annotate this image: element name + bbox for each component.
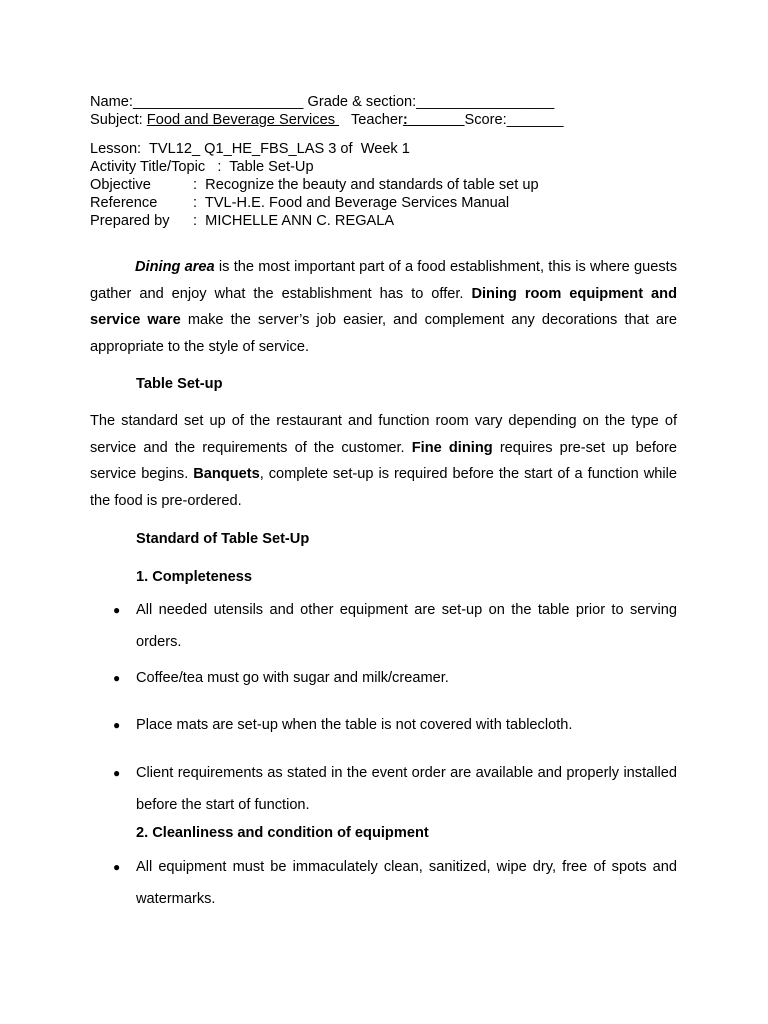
bullet-icon: ● — [113, 718, 121, 732]
section-completeness: 1. Completeness — [136, 569, 252, 585]
list-item: Client requirements as stated in the event order are available and properly installed before the start of function. — [136, 765, 677, 813]
reference-label: Reference — [90, 195, 158, 211]
table-setup-paragraph: The standard set up of the restaurant and function room vary depending on the type of service and the requirements of the customer. Fine dining requires pre-set up before service begins. Banquets, complete set-up is required before the start of a function while the food is pre-ordered. — [90, 413, 677, 509]
name-blank: _____________________ — [132, 94, 304, 110]
activity-line: Activity Title/Topic : Table Set-Up — [90, 159, 314, 175]
name-line — [90, 93, 554, 111]
prepared-line — [90, 212, 394, 230]
objective-label: Objective — [90, 177, 151, 193]
objective-line — [90, 176, 539, 194]
reference-line — [90, 194, 509, 212]
teacher-label: Teacher — [339, 112, 403, 128]
teacher-blank — [408, 112, 465, 128]
prepared-label: Prepared by — [90, 213, 170, 229]
grade-label: Grade & section: — [303, 94, 417, 110]
score-label: Score: — [464, 112, 507, 128]
reference-value: : TVL-H.E. Food and Beverage Services Manual — [193, 195, 510, 211]
subject-line — [90, 111, 564, 129]
term-dining-area: Dining area — [135, 259, 215, 275]
table-setup-heading: Table Set-up — [136, 376, 223, 392]
bullet-icon: ● — [113, 671, 121, 685]
intro-paragraph: Dining area is the most important part of a food establishment, this is where guests gather and enjoy what the establishment has to offer. Dining room equipment and service ware make the server’s job easier, and complement any decorations that are appropriate to the style of service. — [90, 259, 677, 355]
standard-heading: Standard of Table Set-Up — [136, 531, 310, 547]
bullet-icon: ● — [113, 603, 121, 617]
list-item: Coffee/tea must go with sugar and milk/creamer. — [136, 670, 449, 686]
score-blank: _______ — [506, 112, 564, 128]
name-label: Name: — [90, 94, 133, 110]
subject-label: Subject: — [90, 112, 147, 128]
list-item: Place mats are set-up when the table is not covered with tablecloth. — [136, 717, 573, 733]
grade-blank: _________________ — [416, 94, 555, 110]
bullet-icon: ● — [113, 860, 121, 874]
teacher-colon: : — [402, 112, 408, 128]
term-dining-equipment: Dining room equipment and service ware — [90, 285, 677, 328]
subject-value: Food and Beverage Services — [146, 112, 340, 128]
list-item: All needed utensils and other equipment are set-up on the table prior to serving orders. — [136, 602, 677, 650]
prepared-value: : MICHELLE ANN C. REGALA — [193, 213, 395, 229]
section-cleanliness: 2. Cleanliness and condition of equipment — [136, 825, 429, 841]
term-fine-dining: Fine dining — [411, 439, 493, 456]
lesson-line: Lesson: TVL12_ Q1_HE_FBS_LAS 3 of Week 1 — [90, 141, 410, 157]
list-item: All equipment must be immaculately clean, sanitized, wipe dry, free of spots and watermarks. — [136, 859, 677, 907]
term-banquets: Banquets — [193, 466, 260, 482]
objective-value: : Recognize the beauty and standards of table set up — [193, 177, 539, 193]
bullet-icon: ● — [113, 766, 121, 780]
